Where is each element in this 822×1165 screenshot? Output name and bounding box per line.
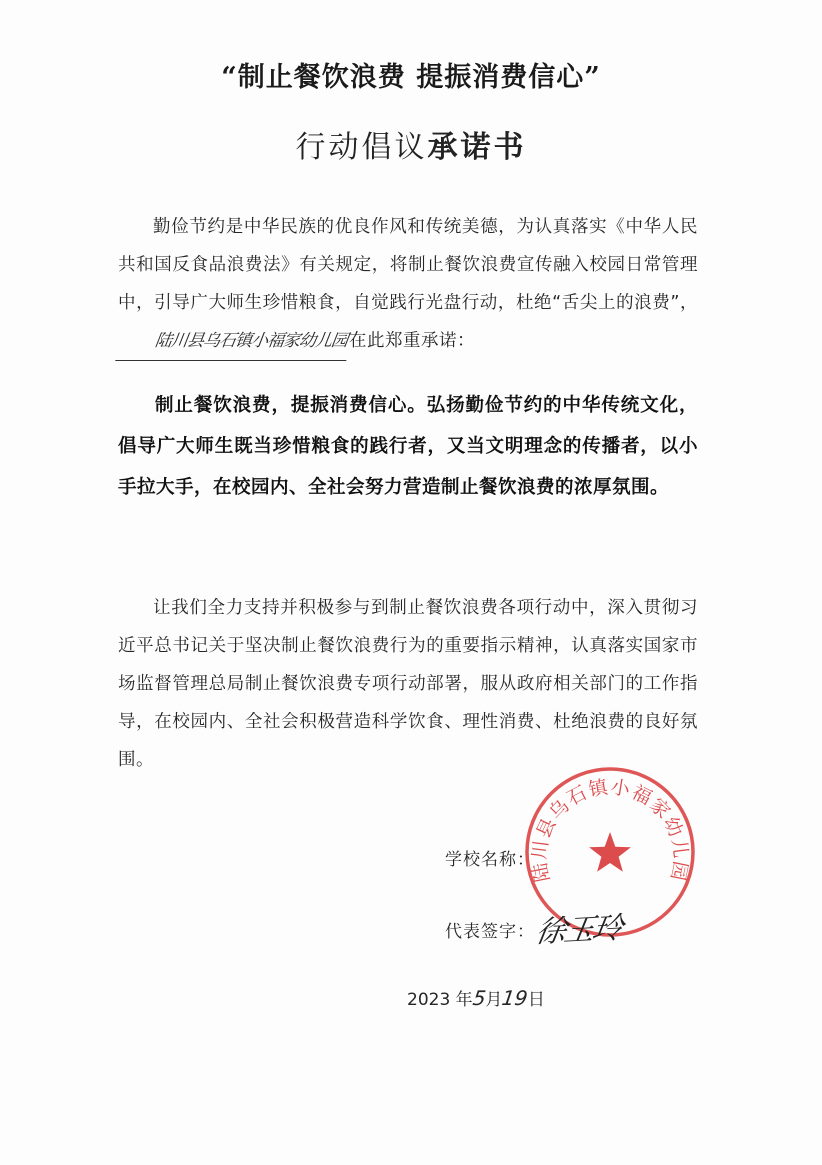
paragraph-intro (118, 208, 698, 361)
document-title: “制止餐饮浪费 提振消费信心” (221, 62, 601, 93)
document-subtitle (0, 122, 822, 166)
intro-text: 勤俭节约是中华民族的优良作风和传统美德，为认真落实《中华人民共和国反食品浪费法》有关规定，将制止餐饮浪费宣传融入校园日常管理中，引导广大师生珍惜粮食，自觉践行光盘行动，杜绝“舌尖上的浪费”， (118, 217, 698, 313)
representative-label: 代表签字： (445, 922, 535, 942)
paragraph-action: 让我们全力支持并积极参与到制止餐饮浪费各项行动中，深入贯彻习近平总书记关于坚决制止餐饮浪费行为的重要指示精神，认真落实国家市场监督管理总局制止餐饮浪费专项行动部署，服从政府相关部门的工作指导，在校园内、全社会积极营造科学饮食、理性消费、杜绝浪费的良好氛围。 (118, 598, 698, 770)
seal-text: 陆川县乌石镇小福家幼儿园 (528, 776, 692, 884)
date-month-unit: 月 (485, 990, 503, 1010)
handwritten-school-name: 陆川县乌石镇小福家幼儿园 (115, 322, 351, 361)
date-month: 5 (470, 986, 488, 1010)
date-day-unit: 日 (527, 990, 545, 1010)
date-year: 2023 年 (407, 990, 473, 1010)
signing-date (407, 985, 545, 1010)
seal-star-icon (589, 832, 631, 872)
date-day: 19 (500, 986, 530, 1010)
subtitle-normal: 行动倡议 (295, 130, 428, 165)
intro-text-end: 在此郑重承诺： (349, 331, 475, 351)
school-name-label: 学校名称： (445, 850, 535, 870)
representative-signature: 徐玉玲 (533, 910, 624, 951)
paragraph-commitment: 制止餐饮浪费，提振消费信心。弘扬勤俭节约的中华传统文化，倡导广大师生既当珍惜粮食的践行者，又当文明理念的传播者，以小手拉大手，在校园内、全社会努力营造制止餐饮浪费的浓厚氛围。 (118, 395, 698, 498)
subtitle-bold: 承诺书 (427, 130, 527, 165)
